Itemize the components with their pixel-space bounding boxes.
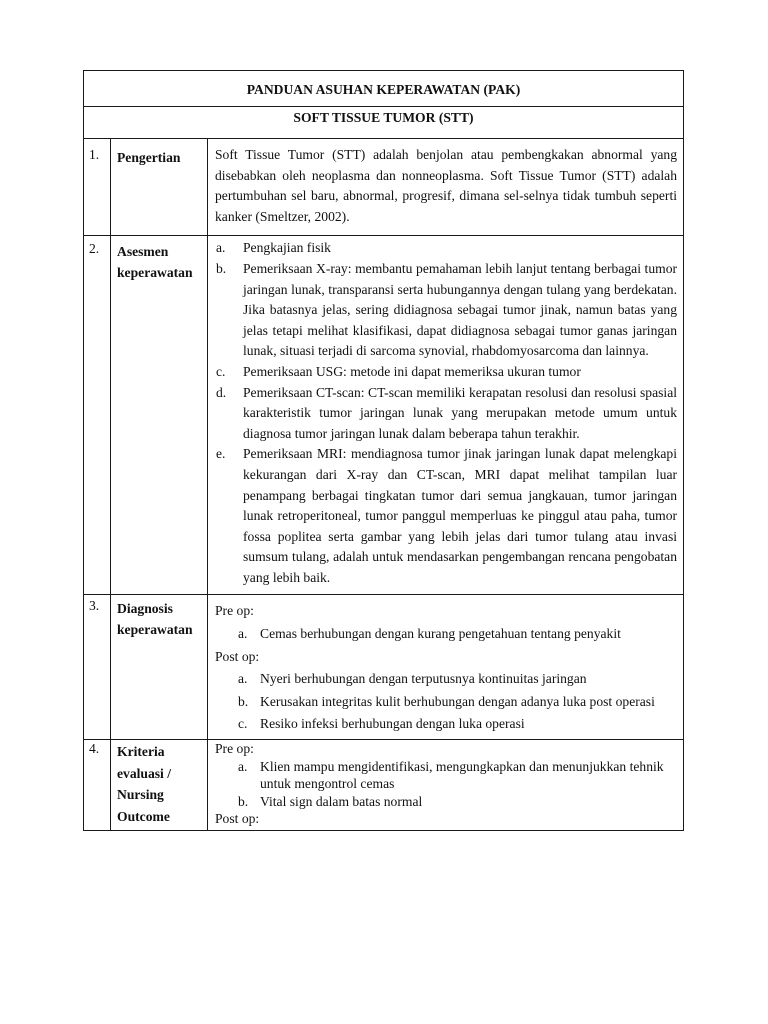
list-item: [235, 691, 677, 714]
document-title: PANDUAN ASUHAN KEPERAWATAN (PAK): [246, 82, 521, 97]
list-item-text: Resiko infeksi berhubungan dengan luka operasi: [260, 716, 525, 732]
row-label: Kriteria evaluasi / Nursing Outcome: [111, 740, 208, 831]
list-marker: b.: [238, 693, 249, 709]
list-item: [235, 758, 677, 793]
row-number: 3.: [84, 595, 111, 740]
document-subtitle-cell: [84, 107, 684, 139]
list-marker: c.: [238, 716, 248, 732]
row-number: 2.: [84, 236, 111, 595]
list-item: [235, 793, 677, 811]
row-number: 1.: [84, 139, 111, 236]
post-op-label: Post op:: [215, 648, 260, 664]
post-op-list: [215, 668, 677, 736]
list-marker: a.: [238, 758, 248, 774]
row-content: [208, 740, 684, 831]
pre-op-list: [215, 758, 677, 811]
row-content: Soft Tissue Tumor (STT) adalah benjolan atau pembengkakan abnormal yang disebabkan oleh neoplasma dan nonneoplasma. Soft Tissue Tumor (STT) adalah pertumbuhan sel baru, abnormal, progresif, dimana sel-selnya tidak tumbuh seperti kanker (Smeltzer, 2002).: [208, 139, 684, 236]
row-label: Pengertian: [111, 139, 208, 236]
list-item: [215, 383, 677, 445]
list-item-text: Pemeriksaan MRI: mendiagnosa tumor jinak jaringan lunak dapat melengkapi kekurangan dari X-ray dan CT-scan, MRI dapat melihat tampilan luar penampang berbagai tingkatan tumor dari semua jangkauan, tumor jaringan lunak retroperitoneal, tumor panggul memperluas ke pinggul atau paha, tumor fossa poplitea serta gambar yang lebih jelas dari tumor tulang atau invasi sumsum tulang, adalah untuk mendasarkan pengembangan rencana pengobatan yang lebih baik.: [243, 446, 678, 585]
post-op-label: Post op:: [215, 811, 260, 827]
list-marker: c.: [216, 363, 226, 379]
document-subtitle: SOFT TISSUE TUMOR (STT): [293, 110, 474, 125]
list-marker: d.: [216, 384, 227, 400]
list-item: [215, 238, 677, 259]
document-title-cell: [84, 71, 684, 107]
document-table: [83, 70, 684, 831]
list-item-text: Kerusakan integritas kulit berhubungan dengan adanya luka post operasi: [260, 693, 655, 709]
list-marker: b.: [216, 260, 227, 276]
list-marker: a.: [238, 626, 248, 642]
list-item: [235, 668, 677, 691]
list-item-text: Cemas berhubungan dengan kurang pengetahuan tentang penyakit: [260, 626, 621, 642]
pre-op-label: Pre op:: [215, 741, 254, 757]
row-content: [208, 236, 684, 595]
list-item-text: Pemeriksaan USG: metode ini dapat memeriksa ukuran tumor: [243, 363, 581, 379]
table-row-diagnosis: [84, 595, 684, 740]
asesmen-list: [215, 238, 677, 588]
table-row-asesmen: [84, 236, 684, 595]
list-item: [235, 623, 677, 646]
row-label: Asesmen keperawatan: [111, 236, 208, 595]
list-item-text: Pemeriksaan CT-scan: CT-scan memiliki kerapatan resolusi dan resolusi spasial karakteristik tumor jaringan lunak yang merupakan metode umum untuk diagnosa tumor jaringan lunak dalam beberapa tahun terakhir.: [243, 384, 678, 441]
list-item: [235, 713, 677, 736]
list-marker: a.: [216, 240, 226, 256]
list-item-text: Pemeriksaan X-ray: membantu pemahaman lebih lanjut tentang berbagai tumor jaringan lunak, transparansi serta hubungannya dengan tulang yang berdekatan. Jika batasnya jelas, sering didiagnosa sebagai tumor jinak, namun batas yang jelas tetapi melihat klasifikasi, dapat didiagnosa sebagai tumor ganas jaringan lunak, situasi terjadi di sarcoma synovial, rhabdomyosarcoma dan lainnya.: [243, 260, 678, 359]
list-item: [215, 444, 677, 588]
list-marker: e.: [216, 446, 226, 462]
table-row-kriteria: [84, 740, 684, 831]
pre-op-label: Pre op:: [215, 603, 254, 619]
list-item: [215, 362, 677, 383]
row-content: [208, 595, 684, 740]
list-marker: b.: [238, 793, 249, 809]
list-item-text: Klien mampu mengidentifikasi, mengungkapkan dan menunjukkan tehnik untuk mengontrol cemas: [260, 758, 664, 792]
list-item: [215, 259, 677, 362]
row-number: 4.: [84, 740, 111, 831]
list-item-text: Vital sign dalam batas normal: [260, 793, 423, 809]
row-label: Diagnosis keperawatan: [111, 595, 208, 740]
list-marker: a.: [238, 671, 248, 687]
table-row-pengertian: [84, 139, 684, 236]
pre-op-list: [215, 623, 677, 646]
list-item-text: Pengkajian fisik: [243, 240, 331, 256]
list-item-text: Nyeri berhubungan dengan terputusnya kontinuitas jaringan: [260, 671, 587, 687]
